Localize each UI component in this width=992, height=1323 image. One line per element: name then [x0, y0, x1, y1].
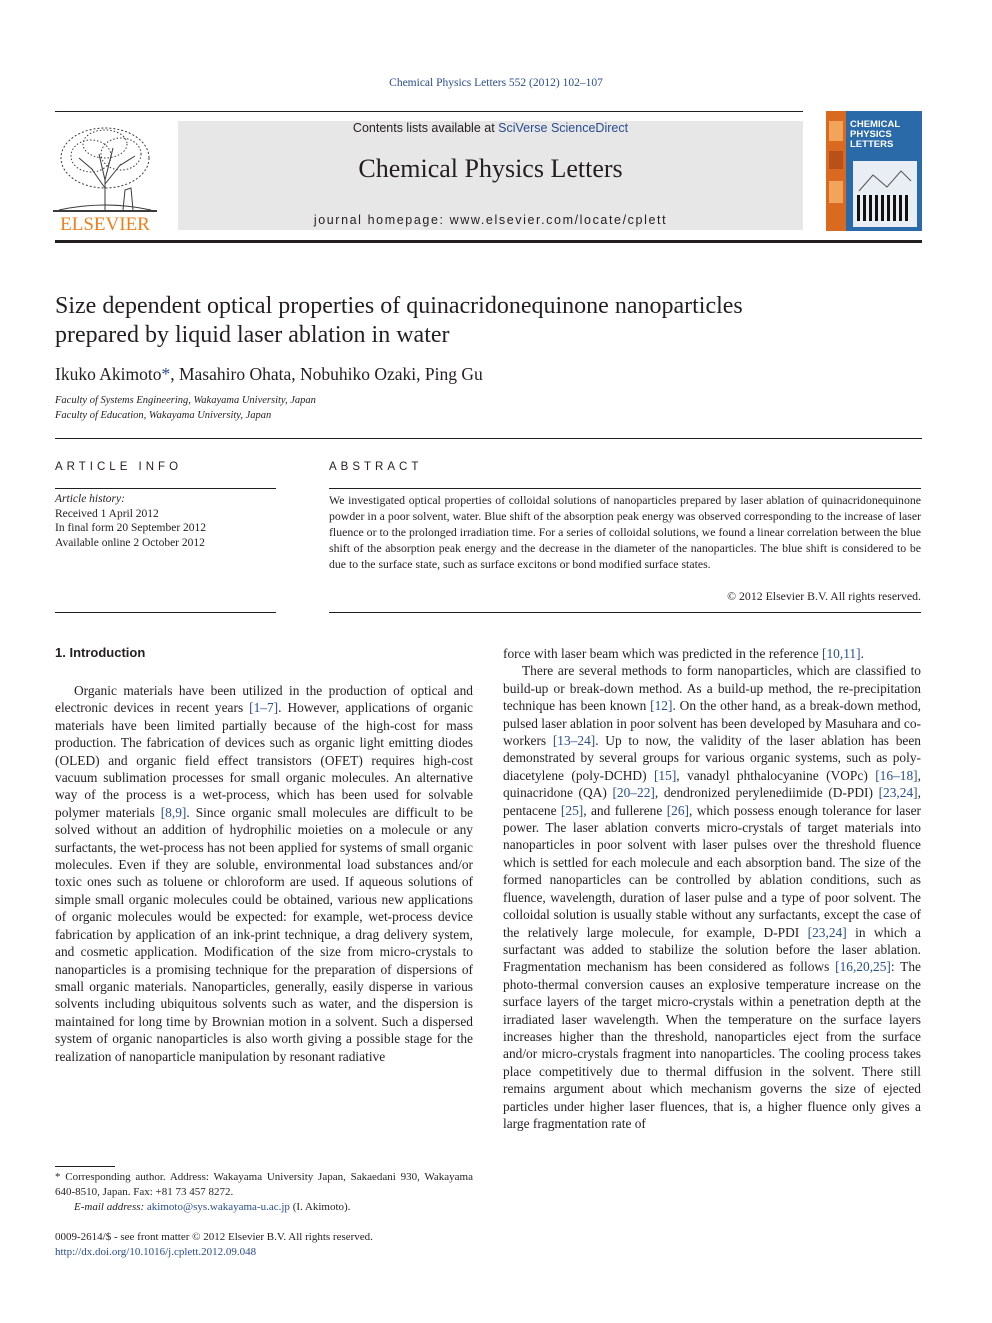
section-heading-introduction: 1. Introduction — [55, 645, 146, 660]
doi-link[interactable]: http://dx.doi.org/10.1016/j.cplett.2012.09.048 — [55, 1245, 257, 1258]
body-text: . On the other hand, as a break-down method, pulsed laser ablation in poor solvent has been developed by Masuhara and co-workers — [503, 698, 921, 749]
contents-availability — [178, 121, 803, 135]
cover-title: CHEMICAL PHYSICS LETTERS — [850, 119, 901, 150]
history-label: Article history: — [55, 493, 125, 505]
citation-link[interactable]: [16–18] — [875, 767, 918, 783]
article-info-bottom-rule — [55, 612, 276, 613]
body-text: force with laser beam which was predicted in the reference — [503, 646, 822, 661]
citation-link[interactable]: [10,11] — [822, 646, 861, 661]
citation-link[interactable]: [13–24] — [552, 733, 596, 749]
body-text: , quinacridone (QA) — [503, 767, 921, 801]
footnote-rule — [55, 1166, 115, 1167]
body-text: Organic materials have been utilized in the production of optical and electronic devices in recent years — [55, 683, 473, 716]
abstract-rule — [329, 488, 921, 489]
affiliation-2: Faculty of Education, Wakayama University, Japan — [55, 410, 272, 421]
title-line-1: Size dependent optical properties of quinacridonequinone nanoparticles — [55, 293, 743, 319]
body-text: , dendronized perylenediimide (D-PDI) — [654, 785, 879, 801]
body-text: , and fullerene — [583, 802, 667, 818]
body-column-right — [503, 645, 921, 1132]
history-final-form: In final form 20 September 2012 — [55, 522, 207, 534]
abstract-text: We investigated optical properties of colloidal solutions of nanoparticles prepared by laser ablation of quinacridonequinone powder in a poor solvent, water. Blue shift of the absorption peak energy was observed corresponding to the increase of laser fluence or to the prolonged irradiation time. For a series of colloidal solutions, we found a linear correlation between the blue shift of the absorption peak energy and the decrease in the diameter of the nanoparticles. The blue shift is considered to be due to the surface state, such as surface excitons or bond modified surface states. — [329, 493, 921, 571]
article-history — [55, 492, 275, 550]
body-text: , pentacene — [503, 785, 921, 818]
journal-cover — [826, 111, 922, 231]
cover-color-strip — [826, 111, 846, 231]
citation-link[interactable]: [8,9] — [160, 804, 187, 820]
article-info-rule — [55, 488, 276, 489]
article-info-heading: ARTICLE INFO — [55, 461, 183, 473]
elsevier-logo — [53, 118, 157, 236]
intro-paragraph-2 — [503, 662, 921, 1132]
header-rule — [55, 111, 803, 112]
footnote-text: Corresponding author. Address: Wakayama University Japan, Sakaedani 930, Wakayama 640-8510, Japan. Fax: +81 73 457 8272. — [55, 1171, 473, 1198]
email-suffix: (I. Akimoto). — [289, 1201, 351, 1213]
body-text: . Since organic small molecules are difficult to be solved without an addition of hydrophilic moieties on a molecule or any surfactants, the wet-process has not been applied for systems of small organic molecules. Even if they are soluble, environmental load substances and/or toxic ones such as toluene or chloroform are used. If aqueous solutions of simple small organic molecules could be obtained, various new applications of organic molecules would be expected: for example, wet-process device fabrication by application of an ink-print technique, a drag delivery system, and cosmetic application. Modification of the size from micro-crystals to nanoparticles is a promising technique for the preparation of dispersions of small organic materials. Nanoparticles, generally, easily disperse in various solvents including ubiquitous solvents such as water, and the dispersion is maintained for long time by Brownian motion in a solvent. Such a dispersed system of organic nanoparticles is also worth giving a possible stage for the realization of nanoparticle manipulation by resonant radiative — [55, 804, 473, 1064]
contents-prefix: Contents lists available at — [352, 121, 499, 135]
masthead-rule — [55, 240, 922, 243]
cover-illustration — [853, 161, 917, 227]
body-column-left — [55, 682, 473, 1065]
body-text: in which a surfactant was added to stabilize the solution before the laser ablation. Fragmentation mechanism has been considered as follows — [503, 924, 921, 975]
journal-homepage[interactable]: journal homepage: www.elsevier.com/locate/cplett — [313, 213, 668, 227]
abstract-heading: ABSTRACT — [329, 461, 423, 473]
corresponding-author-footnote — [55, 1170, 473, 1215]
footnote-mark: * — [55, 1171, 61, 1183]
sciencedirect-link[interactable]: SciVerse ScienceDirect — [498, 121, 629, 135]
body-text: . However, applications of organic materials have been limited partially because of the high-cost for mass production. The fabrication of devices such as organic light emitting diodes (OLED) and organic field effect transistors (OFET) requires high-cost vacuum sublimation processes for small organic molecules. An alternative way of the process is a wet-process, which has been used for solvable polymer materials — [55, 700, 473, 820]
author-main: Ikuko Akimoto — [55, 364, 162, 384]
abstract-copyright: © 2012 Elsevier B.V. All rights reserved. — [727, 589, 921, 603]
body-text: . — [860, 646, 864, 661]
affiliation-1: Faculty of Systems Engineering, Wakayama University, Japan — [55, 395, 316, 406]
author-email-link[interactable]: akimoto@sys.wakayama-u.ac.jp — [146, 1201, 290, 1213]
journal-reference[interactable]: Chemical Physics Letters 552 (2012) 102–107 — [389, 77, 603, 89]
article-title — [55, 292, 935, 350]
cover-bars-icon — [853, 161, 917, 227]
author-rest: , Masahiro Ohata, Nobuhiko Ozaki, Ping Gu — [170, 364, 483, 384]
citation-link[interactable]: [12] — [650, 698, 673, 714]
affiliation-rule — [55, 438, 922, 439]
citation-link[interactable]: [16,20,25] — [835, 959, 891, 975]
elsevier-wordmark: ELSEVIER — [60, 214, 150, 235]
citation-link[interactable]: [15] — [653, 767, 677, 783]
body-text: , vanadyl phthalocyanine (VOPc) — [676, 767, 876, 783]
body-text: There are several methods to form nanoparticles, which are classified to build-up or break-down method. As a build-up method, the re-precipitation technique has been known — [503, 663, 921, 714]
author-list — [55, 364, 483, 385]
title-line-2: prepared by liquid laser ablation in water — [55, 322, 450, 348]
citation-link[interactable]: [25] — [560, 802, 584, 818]
body-text: . Up to now, the validity of the laser ablation has been demonstrated by several groups for various organic systems, such as poly-diacetylene (poly-DCHD) — [503, 733, 921, 783]
citation-link[interactable]: [26] — [666, 802, 689, 818]
history-online: Available online 2 October 2012 — [55, 536, 205, 549]
body-text: : The photo-thermal conversion causes an explosive temperature increase on the surface layers of the target micro-crystals within a penetration depth at the irradiated laser wavelength. When the temperature on the surface layers increases higher than the threshold, nanoparticles eject from the surface and/or micro-crystals fragment into nanoparticles. The cooling process takes place competitively due to thermal diffusion in the solvent. There still remains argument about which mechanism governs the size of ejected particles under higher laser fluences, that is, a higher fluence only gives a large fragmentation rate of — [503, 959, 921, 1131]
email-label: E-mail address: — [74, 1201, 145, 1213]
abstract-bottom-rule — [329, 612, 921, 613]
corresponding-author-mark[interactable]: * — [161, 364, 171, 384]
citation-link[interactable]: [20–22] — [612, 785, 655, 801]
body-text: , which possess enough tolerance for laser power. The laser ablation converts micro-crystals of target materials into nanoparticles in poor solvent with laser pulses over the threshold fluence which is settled for each molecule and each absorption band. The size of the formed nanoparticles can be controlled by ablation conditions, such as fluence, wavelength, duration of laser pulse and a type of poor solvent. The colloidal solution is usually stable without any surfactants, except the case of the relatively large molecule, for example, D-PDI — [503, 802, 921, 940]
citation-link[interactable]: [23,24] — [878, 785, 918, 801]
tree-icon — [53, 118, 157, 236]
citation-link[interactable]: [23,24] — [807, 924, 847, 940]
history-received: Received 1 April 2012 — [55, 507, 159, 520]
citation-link[interactable]: [1–7] — [249, 700, 279, 716]
intro-paragraph-1-continued — [503, 645, 921, 662]
journal-name: Chemical Physics Letters — [358, 154, 623, 183]
issn-line: 0009-2614/$ - see front matter © 2012 Elsevier B.V. All rights reserved. — [55, 1231, 373, 1243]
intro-paragraph-1 — [55, 682, 473, 1065]
front-matter — [55, 1230, 555, 1259]
